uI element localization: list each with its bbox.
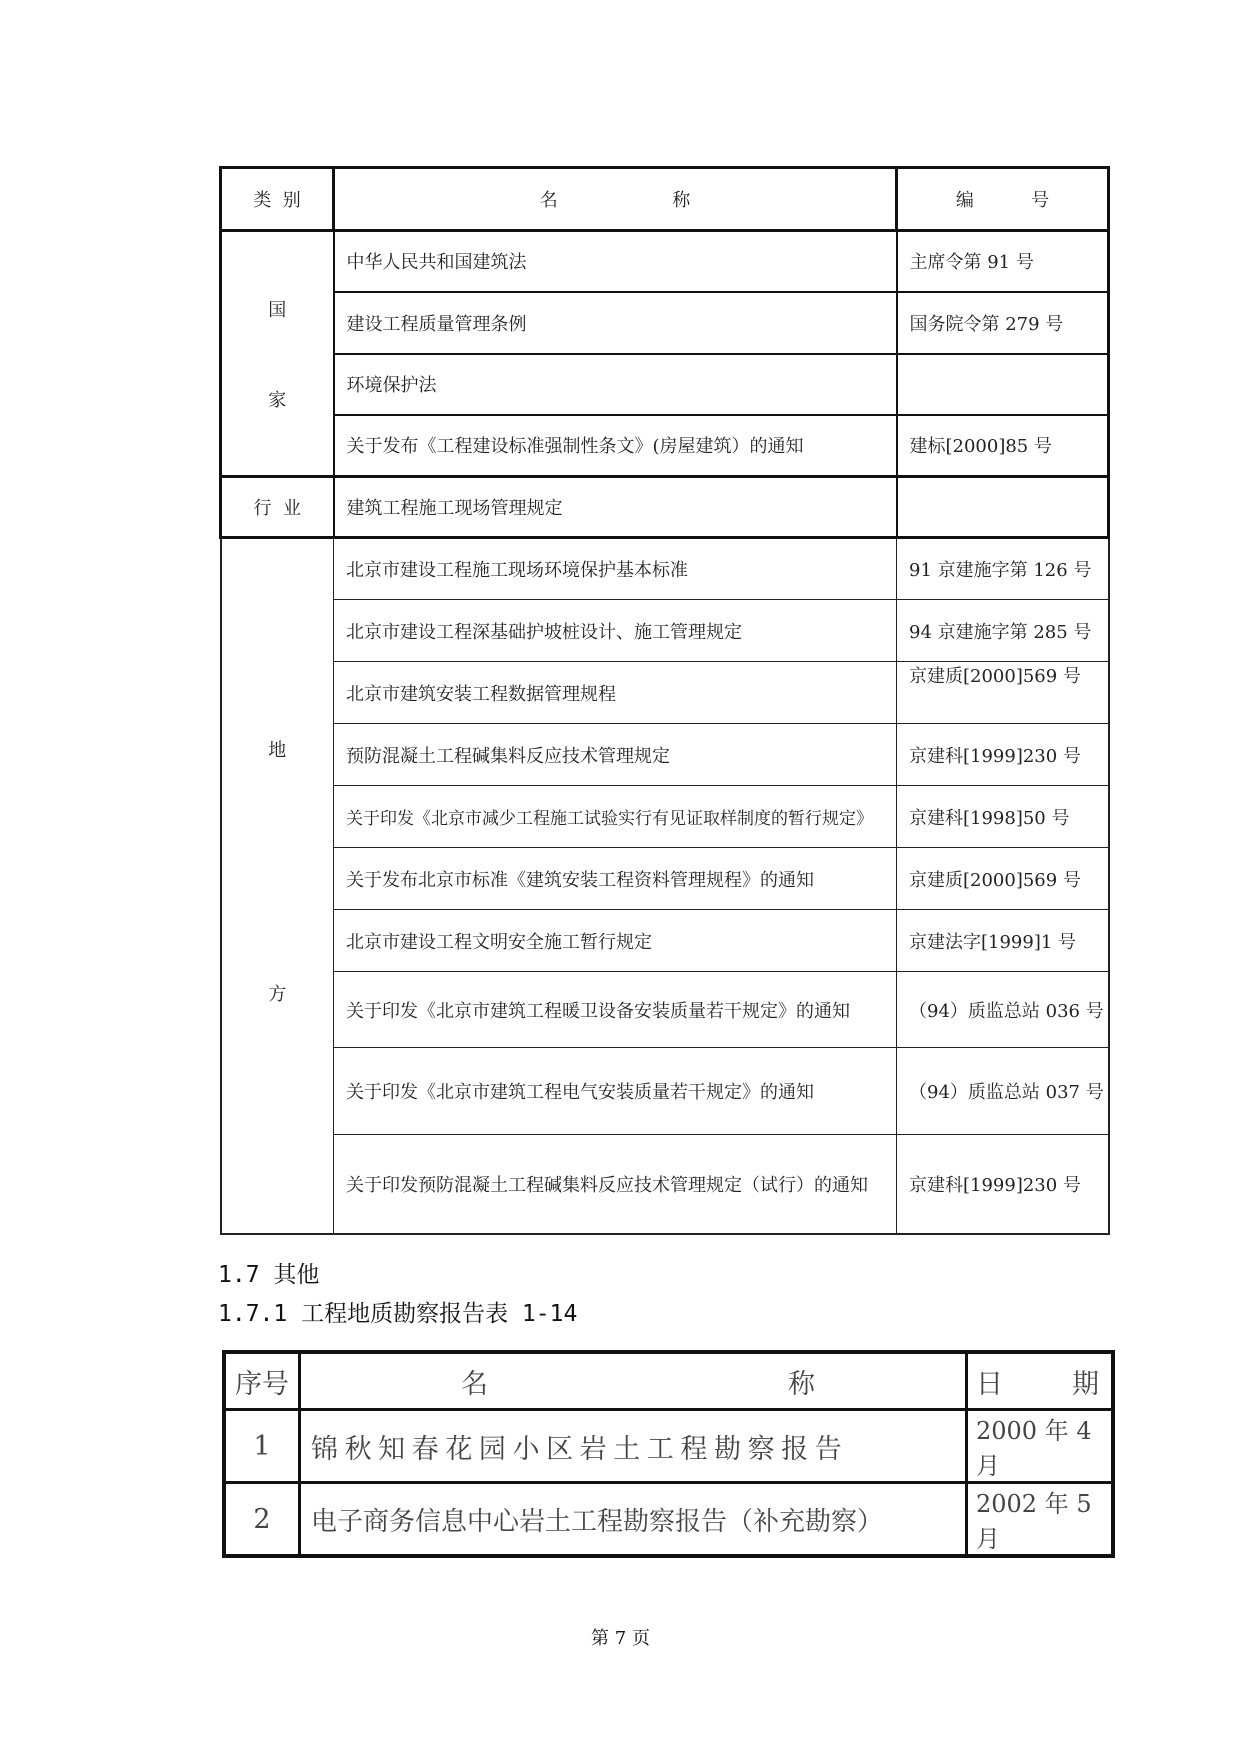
row-code: 京建科[1999]230 号	[897, 724, 1109, 786]
row-code: 京建科[1999]230 号	[897, 1135, 1109, 1234]
table-row	[221, 1048, 1109, 1135]
row-name: 北京市建设工程施工现场环境保护基本标准	[334, 538, 897, 600]
table-row	[221, 786, 1109, 848]
header-no: 序号	[224, 1352, 300, 1410]
table-row	[221, 972, 1109, 1048]
row-name: 北京市建筑安装工程数据管理规程	[334, 662, 897, 724]
table-row	[221, 415, 1109, 477]
row-name: 关于印发《北京市减少工程施工试验实行有见证取样制度的暂行规定》	[334, 786, 897, 848]
table-row	[221, 477, 1109, 538]
row-name: 关于印发《北京市建筑工程电气安装质量若干规定》的通知	[334, 1048, 897, 1135]
header-date-left: 日	[976, 1368, 1003, 1400]
regulations-header-row	[221, 168, 1109, 231]
row-name: 关于发布北京市标准《建筑安装工程资料管理规程》的通知	[334, 848, 897, 910]
row-date: 2002 年 5 月	[967, 1483, 1114, 1557]
row-name: 环境保护法	[334, 354, 897, 415]
subsection-title: 1.7.1 工程地质勘察报告表 1-14	[218, 1301, 578, 1327]
row-name: 北京市建设工程文明安全施工暂行规定	[334, 910, 897, 972]
row-code: 主席令第 91 号	[897, 231, 1109, 292]
table-row	[221, 1135, 1109, 1234]
row-code: 京建法字[1999]1 号	[897, 910, 1109, 972]
regulations-table	[219, 166, 1110, 1235]
row-name: 电子商务信息中心岩土工程勘察报告（补充勘察）	[300, 1483, 967, 1557]
table-row	[221, 600, 1109, 662]
row-name: 关于印发预防混凝土工程碱集料反应技术管理规定（试行）的通知	[334, 1135, 897, 1234]
row-code	[897, 354, 1109, 415]
section-title: 1.7 其他	[218, 1262, 320, 1288]
row-name: 建设工程质量管理条例	[334, 292, 897, 354]
category-local	[221, 538, 334, 1234]
category-industry: 行 业	[221, 477, 334, 538]
category-national-char-1: 国	[268, 299, 287, 321]
row-name: 北京市建设工程深基础护坡桩设计、施工管理规定	[334, 600, 897, 662]
header-name: 名 称	[334, 168, 897, 231]
category-national	[221, 231, 334, 477]
row-code: 京建质[2000]569 号	[897, 848, 1109, 910]
survey-header-row	[224, 1352, 1113, 1410]
header-category: 类 别	[221, 168, 334, 231]
row-no: 2	[224, 1483, 300, 1557]
row-code: 建标[2000]85 号	[897, 415, 1109, 477]
survey-report-table	[222, 1350, 1115, 1558]
row-code: （94）质监总站 037 号	[897, 1048, 1109, 1135]
category-national-char-2: 家	[268, 389, 287, 411]
table-row	[221, 848, 1109, 910]
row-name: 关于发布《工程建设标准强制性条文》(房屋建筑）的通知	[334, 415, 897, 477]
table-row	[221, 231, 1109, 292]
table-row	[221, 292, 1109, 354]
table-row	[224, 1410, 1113, 1483]
header-name-right: 称	[788, 1368, 815, 1400]
header-date-right: 期	[1072, 1368, 1099, 1400]
page-number: 第 7 页	[591, 1628, 650, 1649]
row-code: 京建质[2000]569 号	[897, 662, 1109, 724]
row-code: 91 京建施字第 126 号	[897, 538, 1109, 600]
row-code: 京建科[1998]50 号	[897, 786, 1109, 848]
row-name: 关于印发《北京市建筑工程暖卫设备安装质量若干规定》的通知	[334, 972, 897, 1048]
table-row	[224, 1483, 1113, 1557]
row-code: （94）质监总站 036 号	[897, 972, 1109, 1048]
row-name: 中华人民共和国建筑法	[334, 231, 897, 292]
row-name: 预防混凝土工程碱集料反应技术管理规定	[334, 724, 897, 786]
table-row	[221, 538, 1109, 600]
row-date: 2000 年 4 月	[967, 1410, 1114, 1483]
header-code: 编 号	[897, 168, 1109, 231]
row-name: 锦 秋 知 春 花 园 小 区 岩 土 工 程 勘 察 报 告	[300, 1410, 967, 1483]
table-row	[221, 724, 1109, 786]
row-no: 1	[224, 1410, 300, 1483]
header-name-left: 名	[461, 1368, 488, 1400]
row-code: 94 京建施字第 285 号	[897, 600, 1109, 662]
table-row	[221, 662, 1109, 724]
row-name: 建筑工程施工现场管理规定	[334, 477, 897, 538]
table-row	[221, 910, 1109, 972]
category-local-char-2: 方	[268, 983, 287, 1005]
table-row	[221, 354, 1109, 415]
category-local-char-1: 地	[268, 739, 287, 761]
header-name	[300, 1352, 967, 1410]
header-date	[967, 1352, 1114, 1410]
row-code: 国务院令第 279 号	[897, 292, 1109, 354]
row-code	[897, 477, 1109, 538]
